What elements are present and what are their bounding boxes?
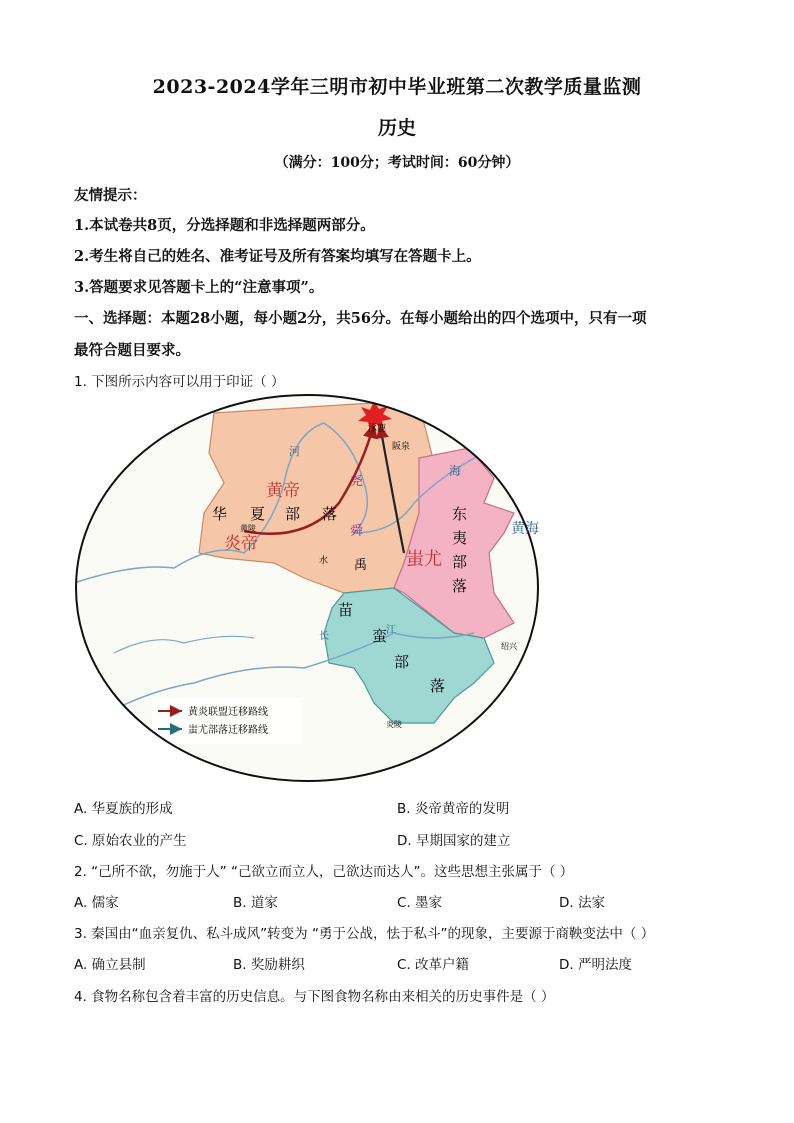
label-zhuolu: 涿鹿 [368, 424, 387, 434]
q1-option-a[interactable]: A. 华夏族的形成 [74, 801, 173, 817]
label-huaxia-2: 夏 [250, 505, 266, 523]
label-huaxia-1: 华 [212, 505, 228, 523]
label-yu: 禹 [354, 558, 368, 573]
label-hai: 海 [449, 464, 462, 478]
label-dongyi-3: 部 [452, 553, 468, 571]
q3-option-c[interactable]: C. 改革户籍 [397, 957, 470, 973]
label-dongyi-1: 东 [452, 505, 468, 523]
label-huangdi: 黄帝 [266, 481, 300, 501]
label-miaoman-2: 蛮 [372, 627, 388, 645]
q3-option-a[interactable]: A. 确立县制 [74, 957, 146, 973]
q3-option-b[interactable]: B. 奖励耕织 [233, 957, 305, 973]
q2-option-d[interactable]: D. 法家 [559, 895, 605, 911]
q2-option-c[interactable]: C. 墨家 [397, 895, 443, 911]
label-yandi: 炎帝 [224, 534, 258, 554]
label-shui: 水 [319, 556, 329, 566]
q2-option-a[interactable]: A. 儒家 [74, 895, 119, 911]
section-heading: 一、选择题：本题28小题，每小题2分，共56分。在每小题给出的四个选项中，只有一项 [74, 310, 647, 327]
legend-chiyou-label: 蚩尤部落迁移路线 [188, 725, 268, 736]
question-4-stem: 4. 食物名称包含着丰富的历史信息。与下图食物名称由来相关的历史事件是（ ） [74, 989, 555, 1005]
label-huaxia-3: 部 [285, 505, 301, 523]
label-shaoxing: 绍兴 [501, 642, 517, 651]
label-huaxia-4: 落 [322, 505, 338, 523]
question-1-stem: 1. 下图所示内容可以用于印证（ ） [74, 374, 285, 390]
q1-option-d[interactable]: D. 早期国家的建立 [397, 833, 511, 849]
q2-option-b[interactable]: B. 道家 [233, 895, 278, 911]
label-dongyi-4: 落 [452, 577, 468, 595]
label-huanghai: 黄海 [511, 521, 539, 537]
section-heading-cont: 最符合题目要求。 [74, 342, 190, 359]
legend-box [152, 698, 302, 744]
q1-option-b[interactable]: B. 炎帝黄帝的发明 [397, 801, 510, 817]
label-chiyou: 蚩尤 [406, 549, 442, 570]
label-banquan: 阪泉 [392, 442, 411, 452]
q3-option-d[interactable]: D. 严明法度 [559, 957, 632, 973]
map-figure [74, 393, 540, 783]
q1-option-c[interactable]: C. 原始农业的产生 [74, 833, 187, 849]
page-title: 2023-2024学年三明市初中毕业班第二次教学质量监测 [152, 76, 642, 98]
tip-item: 1.本试卷共8页，分选择题和非选择题两部分。 [74, 217, 375, 234]
label-miaoman-4: 落 [430, 677, 446, 695]
tip-item: 3.答题要求见答题卡上的“注意事项”。 [74, 279, 324, 296]
label-jiang: 江 [386, 625, 396, 636]
label-miaoman-1: 苗 [338, 601, 354, 619]
map-svg [74, 393, 540, 783]
tips-heading: 友情提示： [74, 187, 147, 204]
label-yao: 尧 [350, 474, 364, 489]
question-3-stem: 3. 秦国由“血亲复仇、私斗成风”转变为 “勇于公战，怯于私斗”的现象，主要源于商鞅变法中（ ） [74, 926, 655, 942]
legend-huangyan-label: 黄炎联盟迁移路线 [188, 707, 268, 718]
label-shun: 舜 [350, 524, 364, 539]
label-huangling: 黄陵 [240, 524, 256, 533]
question-2-stem: 2. “己所不欲，勿施于人” “己欲立而立人，己欲达而达人”。这些思想主张属于（ ） [74, 864, 574, 880]
label-miaoman-3: 部 [394, 653, 410, 671]
subject-title: 历史 [377, 117, 416, 139]
label-chang: 长 [319, 631, 329, 642]
label-dongyi-2: 夷 [452, 529, 468, 547]
label-yanling: 炎陵 [386, 720, 402, 729]
tip-item: 2.考生将自己的姓名、准考证号及所有答案均填写在答题卡上。 [74, 248, 481, 265]
label-he: 河 [289, 445, 300, 458]
score-time: （满分：100分；考试时间：60分钟） [274, 155, 520, 171]
